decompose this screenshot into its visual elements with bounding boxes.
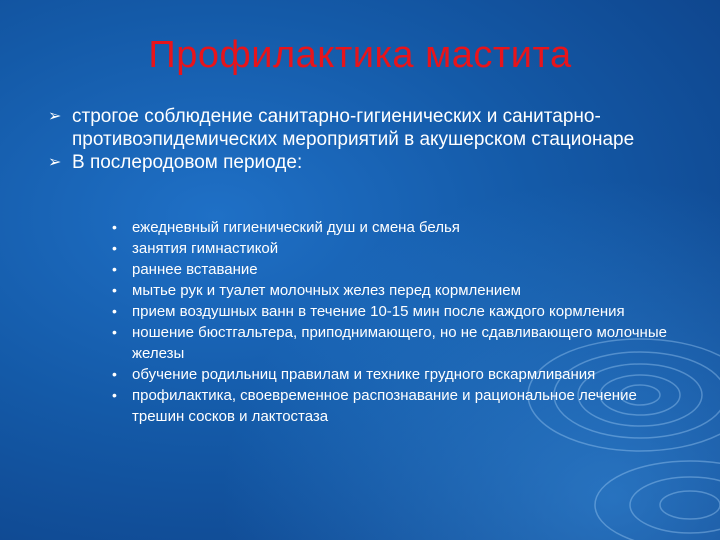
sub-bullet-text: обучение родильниц правилам и технике грудного вскармливания [132,366,596,383]
bullet-text: В послеродовом периоде: [72,152,303,173]
sub-bullet-text: ежедневный гигиенический душ и смена белья [132,219,460,236]
sub-bullet-item [112,217,672,238]
dot-bullet-icon: • [112,387,117,403]
sub-bullet-item [112,280,672,301]
slide-title: Профилактика мастита [148,34,572,76]
sub-bullet-item [112,364,672,385]
sub-bullet-item [112,259,672,280]
dot-bullet-icon: • [112,261,117,277]
sub-bullet-item [112,322,672,364]
sub-bullet-text: профилактика, своевременное распознавание и рациональное лечение трешин сосков и лактостаза [132,387,637,425]
dot-bullet-icon: • [112,303,117,319]
bullet-item [48,105,688,151]
arrow-bullet-icon: ➢ [48,154,62,171]
arrow-bullet-icon: ➢ [48,108,62,125]
dot-bullet-icon: • [112,240,117,256]
sub-bullet-item [112,301,672,322]
dot-bullet-icon: • [112,366,117,382]
sub-bullet-text: прием воздушных ванн в течение 10-15 мин после каждого кормления [132,303,625,320]
sub-bullet-text: раннее вставание [132,261,258,278]
dot-bullet-icon: • [112,219,117,235]
sub-bullet-list [112,217,672,427]
bullet-item [48,151,688,174]
sub-bullet-text: ношение бюстгальтера, приподнимающего, но не сдавливающего молочные железы [132,324,667,362]
dot-bullet-icon: • [112,324,117,340]
main-bullet-list [48,105,688,174]
sub-bullet-item [112,238,672,259]
dot-bullet-icon: • [112,282,117,298]
sub-bullet-text: занятия гимнастикой [132,240,279,257]
sub-bullet-item [112,385,672,427]
bullet-text: строгое соблюдение санитарно-гигиенических и санитарно-противоэпидемических мероприятий в акушерском стационаре [72,106,635,150]
sub-bullet-text: мытье рук и туалет молочных желез перед кормлением [132,282,521,299]
